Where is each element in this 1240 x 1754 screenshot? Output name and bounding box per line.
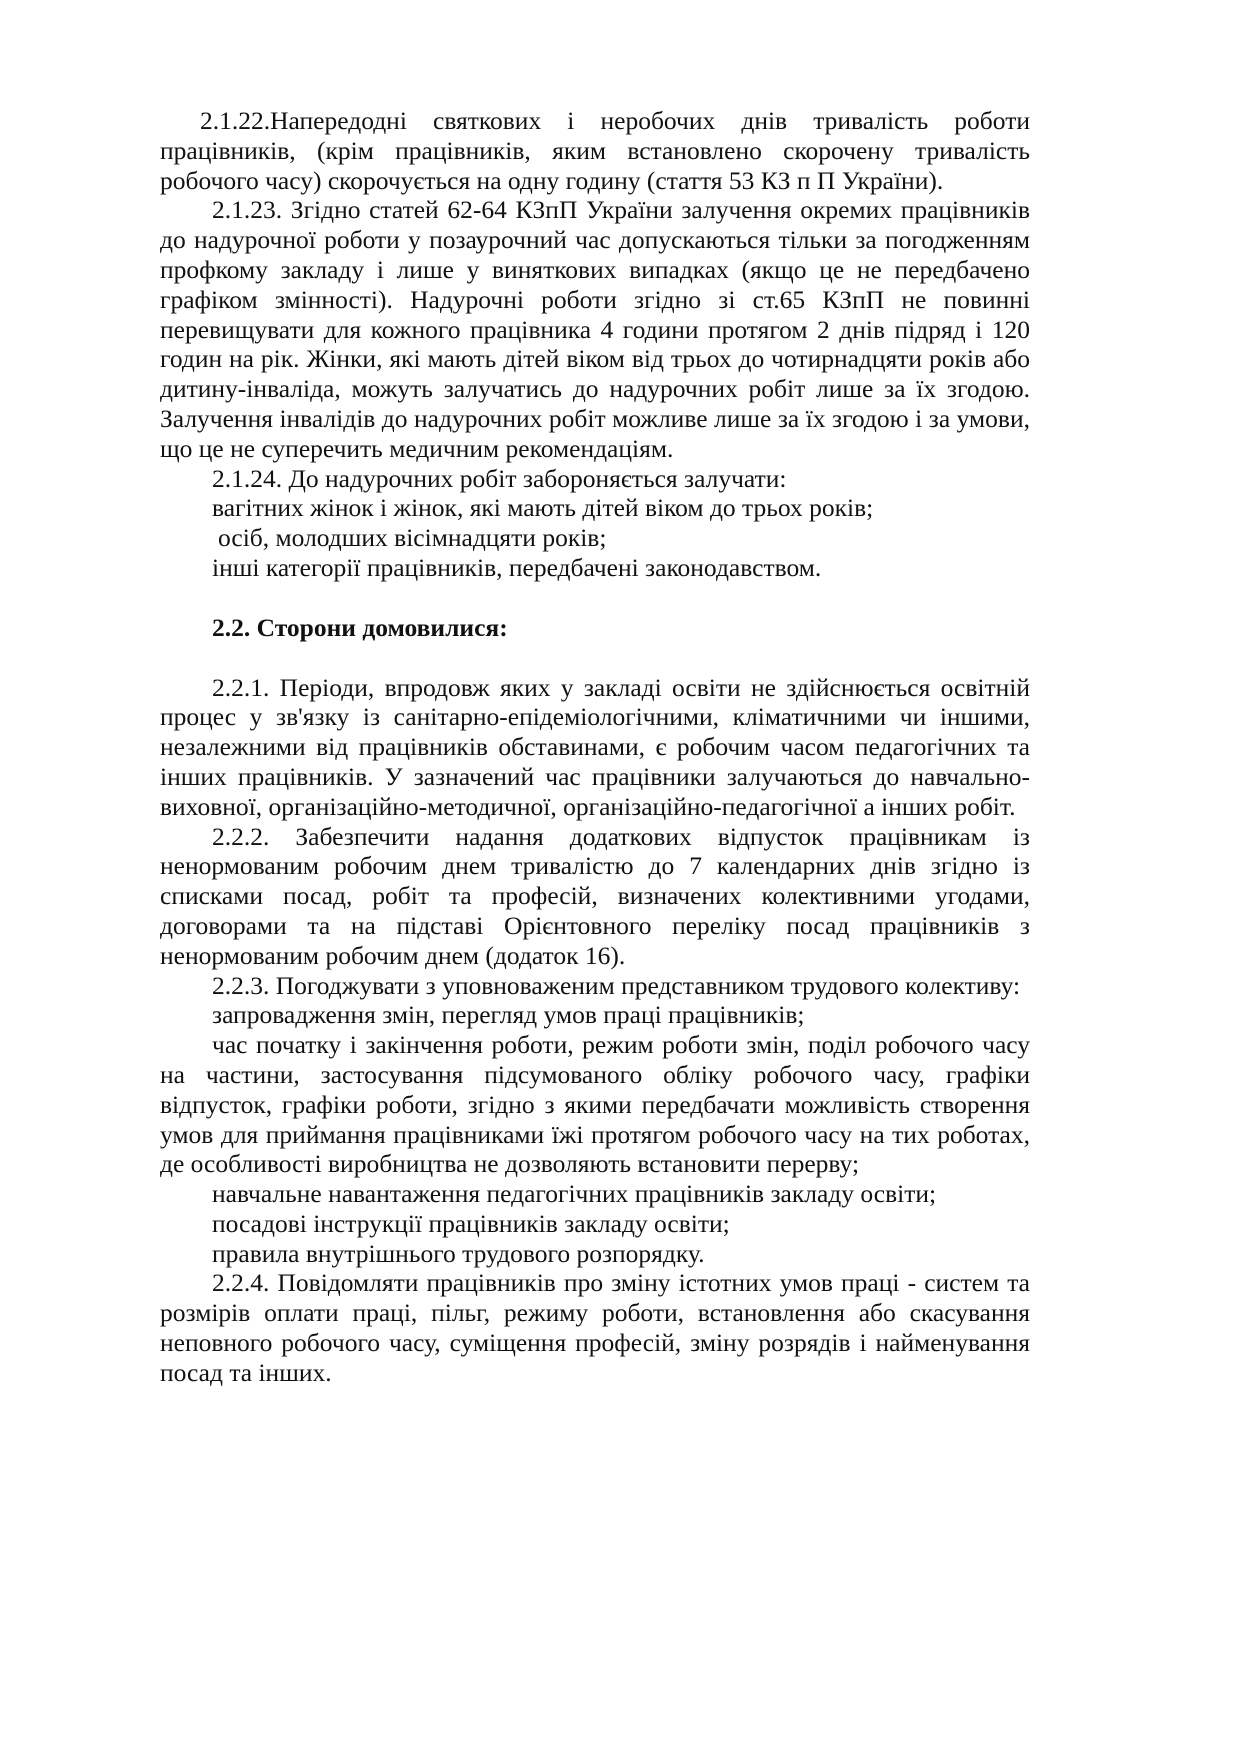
list-item: посадові інструкції працівників закладу освіти; (212, 1208, 730, 1238)
paragraph-2-2-1: 2.2.1. Періоди, впродовж яких у закладі освіти не здійснюється освітній процес у зв'язку із санітарно-епідеміологічними, кліматичними чи іншими, незалежними від працівників обставинами, є робочим часом педагогічних та інших працівників. У зазначений час працівники залучаються до навчально-виховної, організаційно-методичної, організаційно-педагогічної а інших робіт. (160, 672, 1030, 821)
paragraph-2-1-24: 2.1.24. До надурочних робіт забороняється залучати: (212, 463, 787, 493)
list-item: інші категорії працівників, передбачені законодавством. (212, 552, 822, 582)
list-2-2-3 (160, 1000, 1030, 1268)
list-item: правила внутрішнього трудового розпорядку. (212, 1238, 705, 1268)
paragraph-2-1-22: 2.1.22.Напередодні святкових і неробочих днів тривалість роботи працівників, (крім працівників, яким встановлено скорочену тривалість робочого часу) скорочується на одну годину (стаття 53 КЗ п П України). (160, 106, 1030, 195)
paragraph-2-2-4: 2.2.4. Повідомляти працівників про зміну істотних умов праці - систем та розмірів оплати праці, пільг, режиму роботи, встановлення або скасування неповного робочого часу, суміщення професій, зміну розрядів і найменування посад та інших. (160, 1268, 1030, 1387)
document-page (160, 106, 1030, 1388)
list-item: осіб, молодших вісімнадцяти років; (218, 523, 607, 553)
paragraph-2-1-23: 2.1.23. Згідно статей 62-64 КЗпП України залучення окремих працівників до надурочної роботи у позаурочний час допускаються тільки за погодженням профкому закладу і лише у виняткових випадках (якщо це не передбачено графіком змінності). Надурочні роботи згідно зі ст.65 КЗпП не повинні перевищувати для кожного працівника 4 години протягом 2 днів підряд і 120 годин на рік. Жінки, які мають дітей віком від трьох до чотирнадцяти років або дитину-інваліда, можуть залучатись до надурочних робіт лише за їх згодою. Залучення інвалідів до надурочних робіт можливе лише за їх згодою і за умови, що це не суперечить медичним рекомендаціям. (160, 195, 1030, 463)
section-heading-2-2: 2.2. Сторони домовилися: (212, 612, 508, 642)
list-item: вагітних жінок і жінок, які мають дітей віком до трьох років; (212, 493, 874, 523)
list-item: час початку і закінчення роботи, режим роботи змін, поділ робочого часу на частини, застосування підсумованого обліку робочого часу, графіки відпусток, графіки роботи, згідно з якими передбачати можливість створення умов для приймання працівниками їжі протягом робочого часу на тих роботах, де особливості виробництва не дозволяють встановити перерву; (160, 1030, 1030, 1179)
paragraph-2-2-2: 2.2.2. Забезпечити надання додаткових відпусток працівникам із ненормованим робочим днем тривалістю до 7 календарних днів згідно із списками посад, робіт та професій, визначених колективними угодами, договорами та на підставі Орієнтовного переліку посад працівників з ненормованим робочим днем (додаток 16). (160, 821, 1030, 970)
paragraph-2-2-3: 2.2.3. Погоджувати з уповноваженим представником трудового колективу: (212, 970, 1021, 1000)
list-item: навчальне навантаження педагогічних працівників закладу освіти; (212, 1179, 937, 1209)
list-2-1-24 (160, 493, 1030, 582)
list-item: запровадження змін, перегляд умов праці працівників; (212, 1000, 805, 1030)
